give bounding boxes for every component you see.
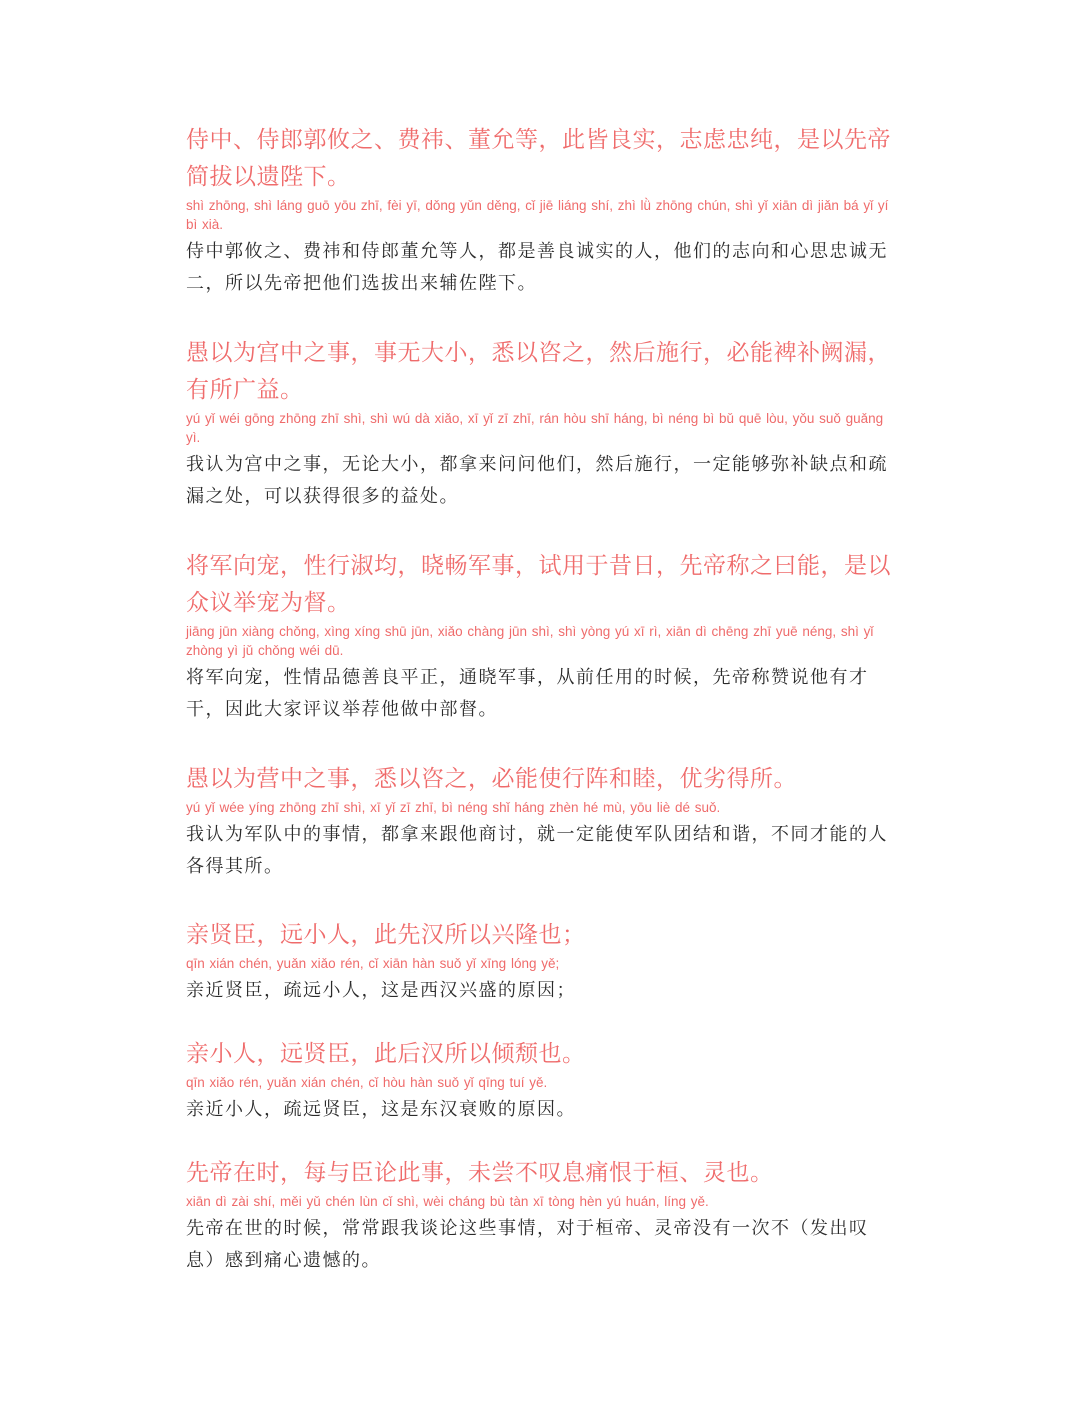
translation-text: 亲近小人，疏远贤臣，这是东汉衰败的原因。 — [186, 1099, 576, 1120]
passage-7 — [186, 1155, 898, 1277]
translation-text: 我认为军队中的事情，都拿来跟他商讨，就一定能使军队团结和谐，不同才能的人各得其所。 — [186, 824, 888, 877]
original-text: 亲小人，远贤臣，此后汉所以倾颓也。 — [186, 1041, 586, 1067]
passage-3 — [186, 548, 898, 726]
original-text: 将军向宠，性行淑均，晓畅军事，试用于昔日，先帝称之曰能，是以众议举宠为督。 — [186, 553, 891, 616]
pinyin-text: shì zhōng, shì láng guō yōu zhī, fèi yī, dǒng yǔn děng, cǐ jiē liáng shí, zhì lǜ zhōng chún, shì yǐ xiān dì jiǎn bá yǐ yí bì xià. — [186, 198, 889, 232]
translation-text: 我认为宫中之事，无论大小，都拿来问问他们，然后施行，一定能够弥补缺点和疏漏之处，可以获得很多的益处。 — [186, 454, 888, 507]
original-text: 愚以为营中之事，悉以咨之，必能使行阵和睦，优劣得所。 — [186, 766, 797, 792]
translation-text: 侍中郭攸之、费祎和侍郎董允等人，都是善良诚实的人，他们的志向和心思忠诚无二，所以先帝把他们选拔出来辅佐陛下。 — [186, 241, 888, 294]
original-text: 先帝在时，每与臣论此事，未尝不叹息痛恨于桓、灵也。 — [186, 1160, 774, 1186]
original-text: 亲贤臣，远小人，此先汉所以兴隆也； — [186, 922, 586, 948]
original-text: 侍中、侍郎郭攸之、费祎、董允等，此皆良实，志虑忠纯，是以先帝简拔以遗陛下。 — [186, 127, 891, 190]
passage-6 — [186, 1036, 898, 1126]
pinyin-text: yú yǐ wéi gōng zhōng zhī shì, shì wú dà xiǎo, xī yǐ zī zhī, rán hòu shī háng, bì néng bì bǔ quē lòu, yǒu suǒ guǎng yì. — [186, 411, 884, 445]
translation-text: 将军向宠，性情品德善良平正，通晓军事，从前任用的时候，先帝称赞说他有才干，因此大家评议举荐他做中部督。 — [186, 667, 869, 720]
passage-4 — [186, 761, 898, 883]
passage-1 — [186, 122, 898, 300]
pinyin-text: qīn xián chén, yuǎn xiǎo rén, cǐ xiān hàn suǒ yǐ xīng lóng yě; — [186, 956, 560, 971]
pinyin-text: jiāng jūn xiàng chǒng, xìng xíng shū jūn, xiǎo chàng jūn shì, shì yòng yú xī rì, xiān dì chēng zhī yuē néng, shì yǐ zhòng yì jǔ chǒng wéi dū. — [186, 624, 874, 658]
translation-text: 亲近贤臣，疏远小人，这是西汉兴盛的原因； — [186, 980, 576, 1001]
pinyin-text: xiān dì zài shí, měi yǔ chén lùn cǐ shì, wèi cháng bù tàn xī tòng hèn yú huán, líng yě. — [186, 1194, 709, 1209]
passage-2 — [186, 335, 898, 513]
pinyin-text: yú yǐ wée yíng zhōng zhī shì, xī yǐ zī zhī, bì néng shǐ háng zhèn hé mù, yōu liè dé suǒ. — [186, 800, 721, 815]
pinyin-text: qīn xiǎo rén, yuǎn xián chén, cǐ hòu hàn suǒ yǐ qīng tuí yě. — [186, 1075, 548, 1090]
passage-5 — [186, 917, 898, 1007]
translation-text: 先帝在世的时候，常常跟我谈论这些事情，对于桓帝、灵帝没有一次不（发出叹息）感到痛心遗憾的。 — [186, 1218, 869, 1271]
original-text: 愚以为宫中之事，事无大小，悉以咨之，然后施行，必能裨补阙漏，有所广益。 — [186, 340, 891, 403]
